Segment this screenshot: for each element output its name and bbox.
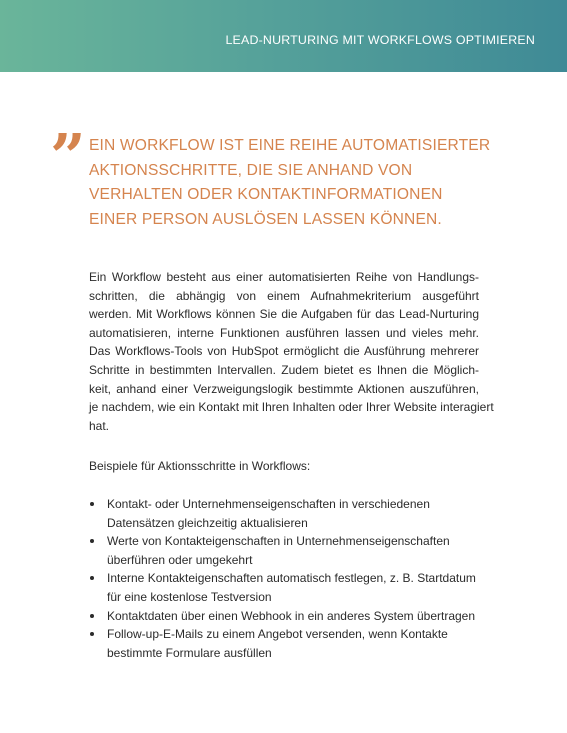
pull-quote-line: AKTIONSSCHRITTE, DIE SIE ANHAND VON <box>89 161 413 179</box>
body-line: Ein Workflow besteht aus einer automatisierten Reihe von Handlungs- <box>89 270 479 284</box>
list-item-line: Werte von Kontakteigenschaften in Unternehmenseigenschaften <box>107 534 450 549</box>
body-line: keit, anhand einer Verzweigungslogik bestimmte Aktionen auszuführen, <box>89 381 479 396</box>
body-line: werden. Mit Workflows können Sie die Aufgaben für das Lead-Nurturing <box>89 307 479 322</box>
list-item-line: Datensätzen gleichzeitig aktualisieren <box>107 515 308 530</box>
bullet-icon <box>90 539 94 543</box>
list-item-line: Kontakt- oder Unternehmenseigenschaften in verschiedenen <box>107 497 430 511</box>
list-item <box>89 607 509 626</box>
bullet-icon <box>90 614 94 618</box>
list-item <box>89 495 509 532</box>
body-line: je nachdem, wie ein Kontakt mit Ihren Inhalten oder Ihrer Website interagiert <box>89 400 494 415</box>
body-line: hat. <box>89 418 110 433</box>
quotation-mark-icon: ” <box>50 120 86 193</box>
bullet-icon <box>90 632 94 636</box>
pull-quote-line: EINER PERSON AUSLÖSEN LASSEN KÖNNEN. <box>89 210 442 228</box>
list-item <box>89 532 509 569</box>
list-item-line: Follow-up-E-Mails zu einem Angebot versenden, wenn Kontakte <box>107 627 448 642</box>
list-heading: Beispiele für Aktionsschritte in Workflows: <box>89 459 311 473</box>
header-title: LEAD-NURTURING MIT WORKFLOWS OPTIMIEREN <box>225 33 535 47</box>
bullet-icon <box>90 502 94 506</box>
bullet-list <box>89 495 509 662</box>
body-line: Das Workflows-Tools von HubSpot ermöglicht die Ausführung mehrerer <box>89 344 479 359</box>
body-paragraph <box>89 268 494 435</box>
list-item-line: überführen oder umgekehrt <box>107 552 253 567</box>
bullet-icon <box>90 576 94 580</box>
list-item-line: bestimmte Formulare ausfüllen <box>107 645 272 660</box>
body-line: schritten, die abhängig von einem Aufnahmekriterium ausgeführt <box>89 288 479 303</box>
pull-quote <box>89 134 529 232</box>
list-item <box>89 569 509 606</box>
pull-quote-line: VERHALTEN ODER KONTAKTINFORMATIONEN <box>89 186 443 203</box>
pull-quote-line: EIN WORKFLOW IST EINE REIHE AUTOMATISIERTER <box>89 137 491 154</box>
list-item <box>89 625 509 662</box>
list-item-line: für eine kostenlose Testversion <box>107 589 272 604</box>
body-line: automatisieren, interne Funktionen ausführen lassen und vieles mehr. <box>89 325 479 340</box>
header-banner <box>0 0 567 72</box>
list-item-line: Interne Kontakteigenschaften automatisch festlegen, z. B. Startdatum <box>107 571 476 586</box>
list-item-line: Kontaktdaten über einen Webhook in ein anderes System übertragen <box>107 608 476 623</box>
body-line: Schritte in bestimmten Intervallen. Zudem bietet es Ihnen die Möglich- <box>89 362 479 377</box>
